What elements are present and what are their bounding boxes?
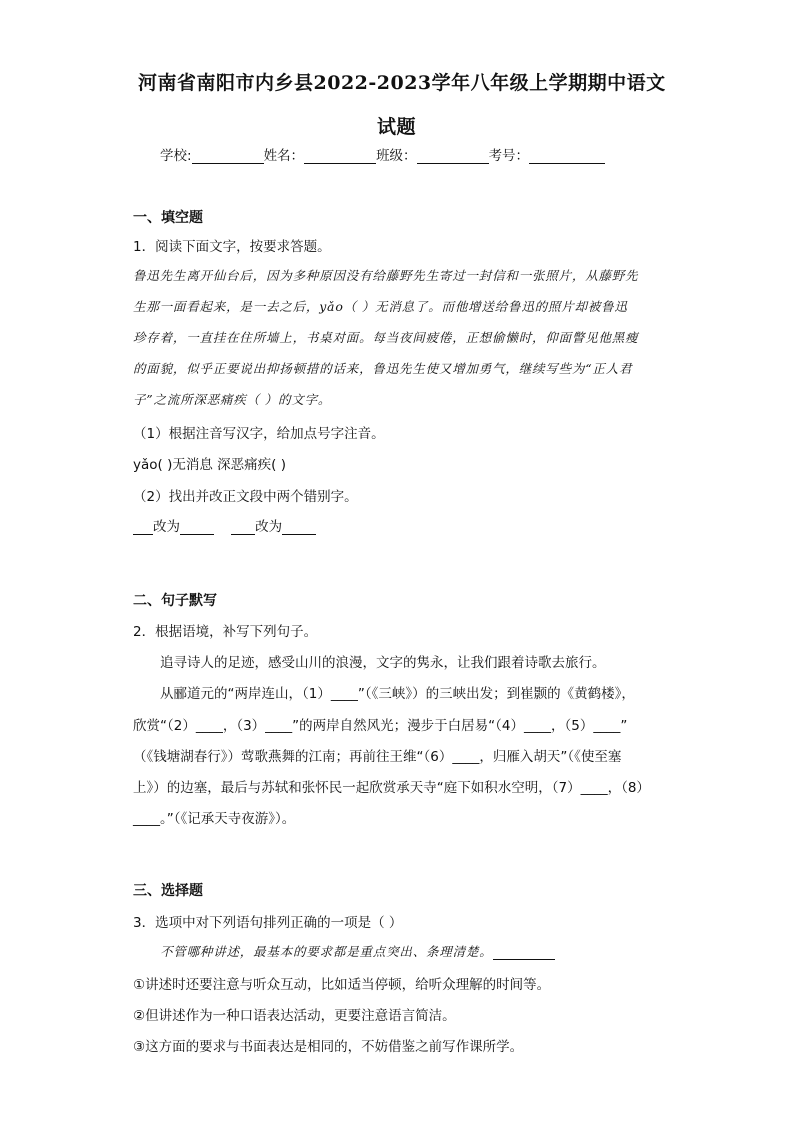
- exam-number-field[interactable]: [529, 149, 605, 164]
- sub-question-1-answer-line: yǎo( )无消息 深恶痛疾( ): [133, 457, 286, 473]
- recitation-line: 追寻诗人的足迹，感受山川的浪漫，文字的隽永，让我们跟着诗歌去旅行。: [160, 655, 606, 671]
- sub-question-2: （2）找出并改正文段中两个错别字。: [133, 489, 358, 505]
- class-field[interactable]: [417, 149, 489, 164]
- change-to-label-1: 改为: [153, 519, 180, 535]
- question-3-stem: 3．选项中对下列语句排列正确的一项是（ ）: [133, 915, 403, 931]
- passage-line: 生那一面看起来，是一去之后，yǎo（ ）无消息了。而他增送给鲁迅的照片却被鲁迅: [133, 299, 628, 314]
- page-title: 河南省南阳市内乡县2022-2023学年八年级上学期期中语文: [138, 72, 666, 94]
- recitation-line: 上》）的边塞，最后与苏轼和张怀民一起欣赏承天寺“庭下如积水空明，（7）____，（8）: [133, 780, 650, 796]
- change-to-label-2: 改为: [255, 519, 283, 535]
- passage-line: 的面貌，似乎正要说出抑扬顿措的话来，鲁迅先生使又增加勇气，继续写些为“正人君: [133, 361, 633, 376]
- correct-char-blank-2[interactable]: [282, 520, 316, 535]
- school-label: 学校:: [160, 148, 192, 164]
- recitation-line: （《钱塘湖春行》）莺歌燕舞的江南；再前往王维“（6）____，归雁入胡天”（《使至塞: [133, 749, 622, 765]
- section-heading-3: 三、选择题: [133, 883, 203, 899]
- name-field[interactable]: [304, 149, 376, 164]
- wrong-char-blank-2[interactable]: [231, 520, 255, 535]
- sub-question-1: （1）根据注音写汉字，给加点号字注音。: [133, 426, 385, 442]
- section-heading-1: 一、填空题: [133, 210, 203, 226]
- quote-text: 不管哪种讲述，最基本的要求都是重点突出、条理清楚。: [160, 944, 493, 959]
- passage-line: 珍存着，一直挂在住所墙上，书桌对面。每当夜间疲倦，正想偷懒时，仰面瞥见他黑瘦: [133, 330, 639, 345]
- school-field[interactable]: [192, 149, 264, 164]
- option-item: ①讲述时还要注意与听众互动，比如适当停顿，给听众理解的时间等。: [133, 977, 551, 993]
- quote-line: [160, 942, 555, 960]
- info-fields: [160, 144, 605, 164]
- passage-line: 子”之流所深恶痛疾（ ）的文字。: [133, 392, 332, 407]
- exam-number-label: 考号：: [488, 148, 530, 164]
- passage-line: 鲁迅先生离开仙台后，因为多种原因没有给藤野先生寄过一封信和一张照片，从藤野先: [133, 268, 639, 283]
- class-label: 班级：: [376, 148, 417, 164]
- option-item: ③这方面的要求与书面表达是相同的，不妨借鉴之前写作课所学。: [133, 1039, 524, 1055]
- correction-line: [133, 515, 316, 535]
- question-1-stem: 1．阅读下面文字，按要求答题。: [133, 239, 331, 255]
- option-item: ②但讲述作为一种口语表达活动，更要注意语言简洁。: [133, 1008, 456, 1024]
- name-label: 姓名：: [263, 148, 305, 164]
- page-title-line2: 试题: [377, 116, 417, 138]
- question-2-stem: 2．根据语境，补写下列句子。: [133, 624, 318, 640]
- wrong-char-blank-1[interactable]: [133, 520, 153, 535]
- recitation-line: 从郦道元的“两岸连山，（1）____”（《三峡》）的三峡出发；到崔颢的《黄鹤楼》，: [160, 686, 635, 702]
- quote-blank[interactable]: [493, 946, 555, 960]
- section-heading-2: 二、句子默写: [133, 593, 217, 609]
- recitation-line: 欣赏“（2）____，（3）____”的两岸自然风光；漫步于白居易“（4）____，（5）____”: [133, 718, 628, 734]
- correct-char-blank-1[interactable]: [180, 520, 214, 535]
- recitation-line: ____。”（《记承天寺夜游》）。: [133, 811, 296, 827]
